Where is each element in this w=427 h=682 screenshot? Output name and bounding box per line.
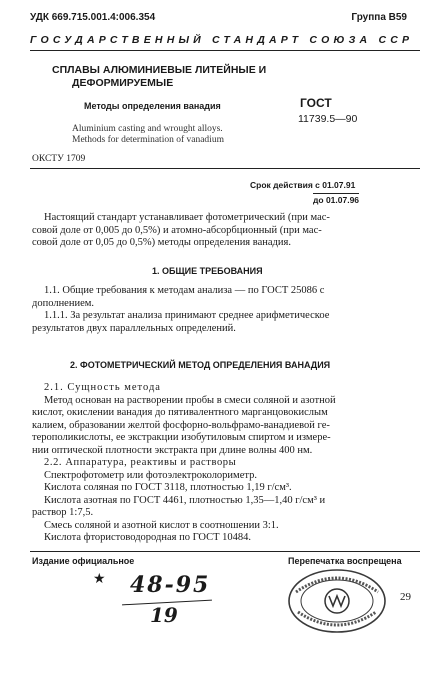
title-line-2: ДЕФОРМИРУЕМЫЕ <box>72 77 174 89</box>
gost-number: 11739.5—90 <box>298 113 358 125</box>
section-2-line: Смесь соляной и азотной кислот в соотношении 3:1. <box>44 519 279 531</box>
section-2-line: нии оптической плотности экстракта при длине волны 400 нм. <box>32 444 313 456</box>
english-title-line-2: Methods for determination of vanadium <box>72 135 224 145</box>
section-1-line: 1.1. Общие требования к методам анализа — по ГОСТ 25086 с <box>44 285 325 296</box>
section-2-line: калием, образовании желтой фосфорно-вольфрамо-ванадиевой ге- <box>32 419 330 431</box>
validity-to: до 01.07.96 <box>313 195 360 205</box>
document-header <box>30 12 415 23</box>
section-2-line: Кислота соляная по ГОСТ 3118, плотностью 1,19 г/см³. <box>44 482 292 493</box>
english-title-line-1: Aluminium casting and wrought alloys. <box>72 124 223 134</box>
intro-line: Настоящий стандарт устанавливает фотометрический (при мас- <box>44 212 330 223</box>
section-1-heading: 1. ОБЩИЕ ТРЕБОВАНИЯ <box>152 266 263 276</box>
section-2-heading: 2. ФОТОМЕТРИЧЕСКИЙ МЕТОД ОПРЕДЕЛЕНИЯ ВАНАДИЯ <box>70 360 331 370</box>
intro-paragraph <box>32 212 392 250</box>
official-edition-label: Издание официальное <box>32 556 135 566</box>
section-2-line: Метод основан на растворении пробы в смеси соляной и азотной <box>44 394 336 406</box>
group-code: Группа В59 <box>351 12 407 23</box>
section-2-line: Спектрофотометр или фотоэлектроколориметр. <box>44 469 257 481</box>
section-1-line: дополнением. <box>32 297 95 309</box>
document-subtitle: Методы определения ванадия <box>84 101 221 111</box>
intro-line: совой доле от 0,05 до 0,5%) методы определения ванадия. <box>32 237 291 248</box>
section-2-line: 2.2. Аппаратура, реактивы и растворы <box>44 457 237 468</box>
section-1-line: 1.1.1. За результат анализа принимают среднее арифметическое <box>44 310 330 321</box>
section-1-text <box>32 285 392 335</box>
handwritten-number-bottom: 19 <box>150 603 178 627</box>
section-2-line: терополикислоты, ее экстракции изобутиловым спиртом и измере- <box>32 432 331 443</box>
section-1-line: результатов двух параллельных определений. <box>32 322 236 334</box>
title-line-1: СПЛАВЫ АЛЮМИНИЕВЫЕ ЛИТЕЙНЫЕ И <box>52 64 267 76</box>
document-title <box>52 64 272 90</box>
section-2-line: 2.1. Сущность метода <box>44 382 161 393</box>
star-icon: ★ <box>93 572 106 587</box>
section-2-line: кислот, окислении ванадия до пятивалентного марганцовокислым <box>32 407 328 418</box>
page-number: 29 <box>400 591 411 603</box>
title-rule <box>30 168 420 169</box>
library-stamp-icon <box>286 566 388 636</box>
header-rule <box>30 50 420 51</box>
gost-label: ГОСТ <box>300 96 332 110</box>
section-2-text <box>32 382 392 545</box>
validity-from: Срок действия с 01.07.91 <box>250 180 356 190</box>
okstu-code: ОКСТУ 1709 <box>32 154 86 164</box>
english-title <box>72 124 224 146</box>
intro-line: совой доле от 0,005 до 0,5%) и атомно-абсорбционный (при мас- <box>32 224 322 236</box>
section-2-line: Кислота азотная по ГОСТ 4461, плотностью 1,35—1,40 г/см³ и <box>44 494 326 506</box>
state-standard-banner: ГОСУДАРСТВЕННЫЙ СТАНДАРТ СОЮЗА ССР <box>30 34 414 46</box>
udk-code: УДК 669.715.001.4:006.354 <box>30 12 156 23</box>
handwritten-number-top: 48-95 <box>130 572 211 598</box>
section-2-line: Кислота фтористоводородная по ГОСТ 10484. <box>44 532 252 543</box>
footer-rule <box>30 551 420 552</box>
reprint-prohibited-label: Перепечатка воспрещена <box>288 556 402 566</box>
section-2-line: раствор 1:7,5. <box>32 507 94 518</box>
